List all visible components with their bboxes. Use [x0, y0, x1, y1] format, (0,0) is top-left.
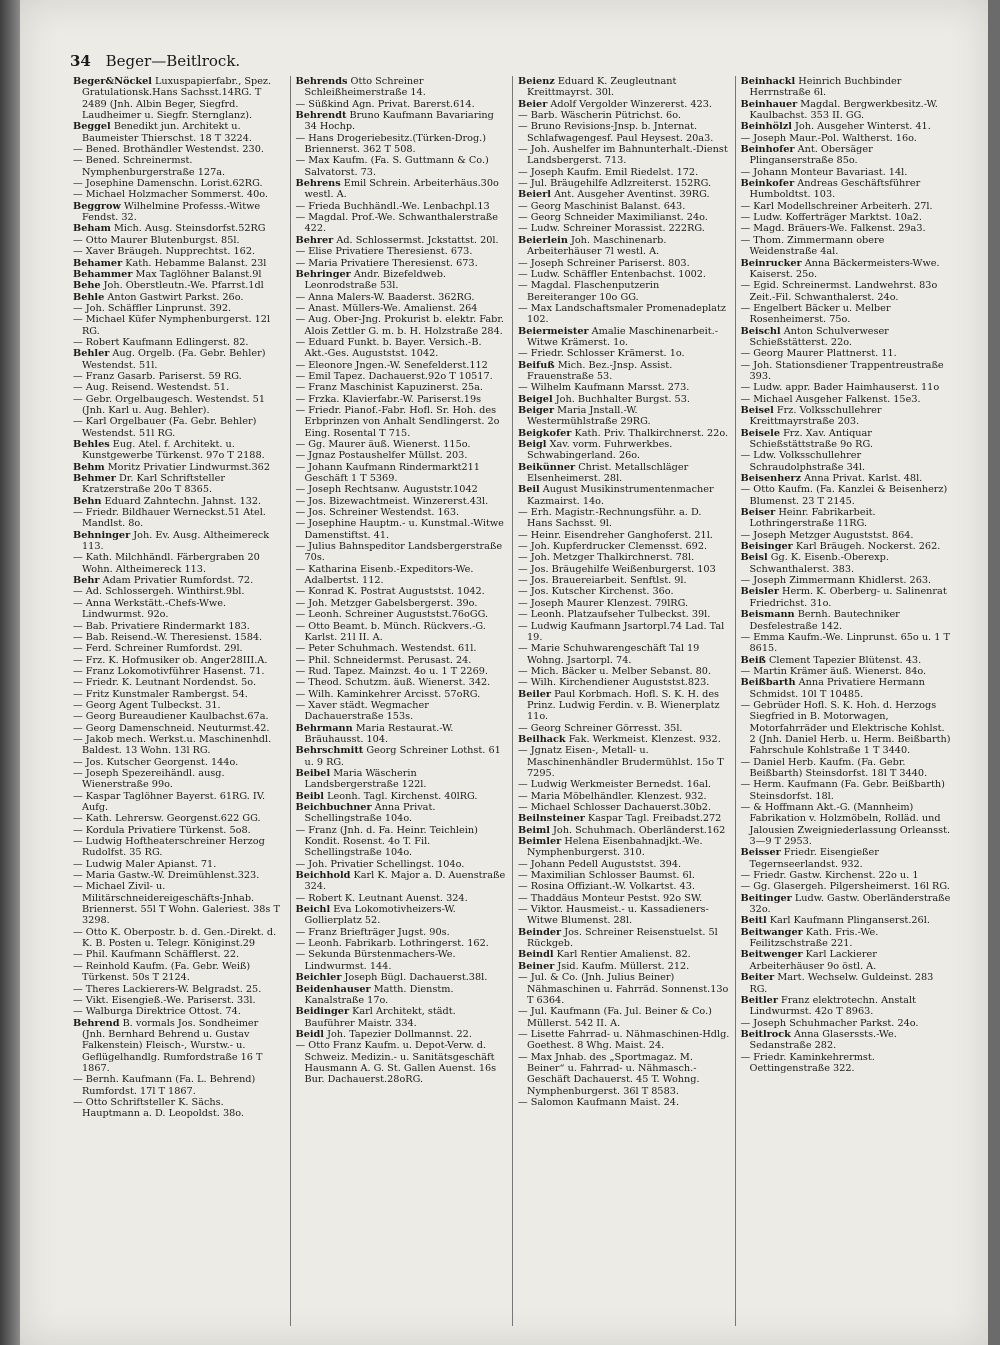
- column-2: [291, 76, 514, 1326]
- directory-entry: — Jul. & Co. (Jnh. Julius Beiner) Nähmaschinen u. Fahrräd. Sonnenst.13o T 6364.: [518, 972, 729, 1006]
- directory-entry: — Max Jnhab. des „Sportmagaz. M. Beiner“ u. Fahrrad- u. Nähmasch.-Geschäft Dachauerst. 45 T. Wohng. Nymphenburgerst. 36l T 8583.: [518, 1051, 700, 1097]
- directory-entry: — Joh. Stationsdiener Trappentreustraße 393.: [740, 359, 944, 382]
- directory-entry: — Bernh. Kaufmann (Fa. L. Behrend) Rumfordst. 17l T 1867.: [73, 1074, 256, 1097]
- page-header: [70, 52, 950, 74]
- directory-entry: — Xaver Bräugeh. Nupprechtst. 162.: [73, 246, 256, 258]
- directory-entry: Beinhofer Ant. Obersäger Plinganserstraße 85o.: [740, 144, 873, 167]
- directory-entry: — Franz Briefträger Jugst. 90s.: [295, 926, 450, 938]
- directory-entry: Behrmann Maria Restaurat.-W. Bräuhausst. 104.: [295, 722, 454, 745]
- directory-entry: — Maximilian Schlosser Baumst. 6l.: [518, 870, 695, 882]
- directory-entry: Beindl Karl Rentier Amalienst. 82.: [518, 949, 691, 961]
- directory-entry: — Jakob mech. Werkst.u. Maschinenhdl. Baldest. 13 Wohn. 13l RG.: [73, 733, 272, 757]
- directory-entry: Beigel Joh. Buchhalter Burgst. 53.: [518, 393, 690, 405]
- directory-entry: — Barb. Wäscherin Pütrichst. 6o.: [518, 110, 681, 122]
- directory-entry: Beichhold Karl K. Major a. D. Auenstraße 324.: [295, 870, 506, 893]
- directory-entry: — Bened. Schreinermst. Nymphenburgerstraße 127a.: [73, 155, 226, 178]
- directory-entry: — Leonh. Platzaufseher Tulbeckst. 39l.: [518, 609, 711, 621]
- directory-entry: — Joh. Metzger Gabelsbergerst. 39o.: [295, 597, 478, 609]
- directory-entry: — Emil Tapez. Dachauerst.92o T 10517.: [295, 370, 493, 382]
- directory-entry: — Joseph Schreiner Pariserst. 803.: [518, 257, 690, 269]
- directory-entry: — Ludw. Schreiner Morassist. 222RG.: [518, 223, 705, 235]
- directory-entry: — Viktor. Hausmeist.- u. Kassadieners-Witwe Blumenst. 28l.: [518, 904, 709, 927]
- directory-entry: — Gebrüder Hofl. S. K. Hoh. d. Herzogs Siegfried in B. Motorwagen, Motorfahrräder und Elektrische Kohlst. 2 (Jnh. Daniel Herb. u. Herm. Beißbarth) Fahrschule Kohlstraße 1 T 3440.: [740, 699, 951, 757]
- directory-entry: — Franz Maschinist Kapuzinerst. 25a.: [295, 382, 483, 394]
- directory-entry: — Jos. Schreiner Westendst. 163.: [295, 507, 460, 519]
- directory-entry: — Franz (Jnh. d. Fa. Heinr. Teichlein) Kondit. Rosenst. 4o T. Fil. Schellingstraße 104o.: [295, 824, 478, 859]
- directory-entry: — Jos. Brauereiarbeit. Senftlst. 9l.: [518, 575, 687, 587]
- directory-entry: — Emma Kaufm.-We. Linprunst. 65o u. 1 T 8615.: [740, 631, 950, 655]
- directory-entry: Beikünner Christ. Metallschläger Elsenheimerst. 28l.: [518, 461, 689, 485]
- directory-entry: — Georg Maschinist Balanst. 643.: [518, 200, 686, 212]
- directory-entry: — Kath. Lehrersw. Georgenst.622 GG.: [73, 813, 261, 825]
- directory-entry: — Jos. Bizewachtmeist. Winzererst.43l.: [295, 495, 489, 507]
- directory-entry: — Maria Privatiere Theresienst. 673.: [295, 257, 478, 269]
- directory-entry: — Franz Gasarb. Pariserst. 59 RG.: [73, 370, 242, 382]
- directory-entry: — Gg. Glasergeh. Pilgersheimerst. 16l RG.: [740, 881, 950, 893]
- directory-entry: Beisler Herm. K. Oberberg- u. Salinenrat Friedrichst. 31o.: [740, 586, 947, 609]
- directory-entry: — Magd. Bräuers-We. Falkenst. 29a3.: [740, 223, 926, 235]
- directory-entry: — Erh. Magistr.-Rechnungsführ. a. D. Hans Sachsst. 9l.: [518, 507, 702, 530]
- directory-entry: — Martin Krämer äuß. Wienerst. 84o.: [740, 665, 927, 677]
- directory-entry: — Bruno Revisions-Jnsp. b. Jnternat. Schlafwagengesf. Paul Heysest. 20a3.: [518, 121, 714, 144]
- directory-entry: — Ad. Schlossergeh. Winthirst.9bl.: [73, 586, 245, 598]
- directory-entry: Beibel Maria Wäscherin Landsbergerstraße 122l.: [295, 767, 427, 791]
- directory-entry: Beisenherz Anna Privat. Karlst. 48l.: [740, 473, 923, 485]
- column-3: [513, 76, 736, 1326]
- directory-entry: — Heinr. Eisendreher Ganghoferst. 21l.: [518, 529, 713, 541]
- directory-entry: Beinhackl Heinrich Buchbinder Herrnstraße 6l.: [740, 76, 902, 99]
- directory-entry: — Gebr. Orgelbaugesch. Westendst. 51 (Jnh. Karl u. Aug. Behler).: [73, 393, 266, 416]
- directory-entry: Beier Adolf Vergolder Winzererst. 423.: [518, 98, 712, 110]
- directory-entry: Beisser Friedr. Eisengießer Tegernseerlandst. 932.: [740, 847, 879, 870]
- directory-entry: — Wilh. Kaminkehrer Arcisst. 57oRG.: [295, 688, 481, 700]
- directory-entry: Behrens Emil Schrein. Arbeiterhäus.30o westl. A.: [295, 178, 499, 201]
- directory-entry: — Karl Modellschreiner Arbeiterh. 27l.: [740, 200, 933, 212]
- directory-entry: — Friedr. Kaminkehrermst. Oettingenstraße 322.: [740, 1051, 875, 1074]
- directory-entry: Beibl Leonh. Tagl. Kirchenst. 40lRG.: [295, 790, 478, 802]
- directory-entry: Beiler Paul Korbmach. Hofl. S. K. H. des Prinz. Ludwig Ferdin. v. B. Wienerplatz 11o.: [518, 688, 720, 723]
- directory-entry: — Georg Agent Tulbeckst. 31.: [73, 699, 221, 711]
- directory-entry: Beilnsteiner Kaspar Tagl. Freibadst.272: [518, 813, 722, 825]
- directory-entry: Behler Aug. Orgelb. (Fa. Gebr. Behler) Westendst. 51l.: [73, 348, 266, 371]
- directory-entry: — Georg Maurer Plattnerst. 11.: [740, 348, 897, 360]
- directory-entry: — Mich. Bäcker u. Melber Sebanst. 80.: [518, 665, 712, 677]
- directory-entry: — Karl Orgelbauer (Fa. Gebr. Behler) Westendst. 51l RG.: [73, 416, 257, 439]
- directory-entry: — Joseph Maur.-Pol. Waltherst. 16o.: [740, 132, 917, 144]
- directory-entry: — Bab. Privatiere Rindermarkt 183.: [73, 620, 250, 632]
- directory-entry: — Süßkind Agn. Privat. Barerst.614.: [295, 98, 475, 110]
- directory-entry: Beitwenger Karl Lackierer Arbeiterhäuser 9o östl. A.: [740, 949, 877, 972]
- directory-entry: Beigl Xav. vorm. Fuhrwerkbes. Schwabingerland. 26o.: [518, 439, 673, 462]
- directory-entry: — Georg Schreiner Görresst. 35l.: [518, 722, 683, 734]
- directory-entry: — Phil. Schneidermst. Perusast. 24.: [295, 654, 472, 666]
- directory-entry: Beiter Mart. Wechselw. Guldeinst. 283 RG.: [740, 972, 934, 995]
- directory-entry: — Marie Schuhwarengeschäft Tal 19 Wohng. Jsartorpl. 74.: [518, 643, 700, 666]
- directory-entry: Beismann Bernh. Bautechniker Desfelestraße 142.: [740, 609, 900, 632]
- directory-entry: — Elise Privatiere Theresienst. 673.: [295, 246, 473, 258]
- directory-entry: — Engelbert Bäcker u. Melber Rosenheimerst. 75o.: [740, 302, 891, 326]
- directory-entry: — Friedr. Gastw. Kirchenst. 22o u. 1: [740, 870, 919, 882]
- directory-entry: Beinhölzl Joh. Ausgeher Winterst. 41.: [740, 121, 931, 133]
- directory-entry: Behninger Joh. Ev. Ausg. Altheimereck 113.: [73, 529, 270, 553]
- directory-entry: — Joh. Privatier Schellingst. 104o.: [295, 858, 465, 870]
- directory-entry: — Georg Damenschneid. Neuturmst.42.: [73, 722, 270, 734]
- directory-entry: Beimler Helena Eisenbahnadjkt.-We. Nymphenburgerst. 310.: [518, 836, 703, 859]
- directory-entry: Beitlrock Anna Glaserssts.-We. Sedanstraße 282.: [740, 1028, 897, 1052]
- directory-entry: Beham Mich. Ausg. Steinsdorfst.52RG: [73, 223, 266, 235]
- directory-entry: — Friedr. K. Leutnant Nordendst. 5o.: [73, 677, 257, 689]
- directory-entry: Beiß Clement Tapezier Blütenst. 43.: [740, 654, 922, 666]
- directory-entry: Beisl Gg. K. Eisenb.-Oberexp. Schwanthalerst. 383.: [740, 552, 889, 575]
- directory-entry: — Otto Beamt. b. Münch. Rückvers.-G. Karlst. 21l II. A.: [295, 620, 486, 643]
- directory-entry: Beidinger Karl Architekt, städt. Bauführer Maistr. 334.: [295, 1006, 456, 1029]
- directory-entry: Behmer Dr. Karl Schriftsteller Kratzerstraße 20o T 8365.: [73, 473, 225, 496]
- directory-entry: — Jul. Bräugehilfe Adlzreiterst. 152RG.: [518, 178, 712, 190]
- directory-entry: — Konrad K. Postrat Auguststst. 1042.: [295, 586, 485, 598]
- directory-entry: Beil August Musikinstrumentenmacher Kazmairst. 14o.: [518, 484, 714, 507]
- directory-entry: — Reinhold Kaufm. (Fa. Gebr. Weiß) Türkenst. 50s T 2124.: [73, 960, 251, 984]
- directory-entry: Beitinger Ludw. Gastw. Oberländerstraße 32o.: [740, 892, 951, 916]
- directory-entry: — Georg Schneider Maximilianst. 24o.: [518, 212, 708, 224]
- directory-entry: — Joseph Zimmermann Khidlerst. 263.: [740, 575, 932, 587]
- directory-entry: — Michael Schlosser Dachauerst.30b2.: [518, 802, 712, 813]
- directory-entry: Beißbarth Anna Privatiere Hermann Schmidst. 10l T 10485.: [740, 677, 925, 700]
- directory-entry: — Maria Möbelhändler. Klenzest. 932.: [518, 790, 707, 802]
- directory-entry: Beinrucker Anna Bäckermeisters-Wwe. Kaiserst. 25o.: [740, 257, 940, 280]
- page-number: 34: [70, 52, 91, 70]
- directory-entry: Beidl Joh. Tapezier Dollmannst. 22.: [295, 1028, 472, 1040]
- directory-entry: — Jgnatz Eisen-, Metall- u. Maschinenhändler Brudermühlst. 15o T 7295.: [518, 745, 724, 779]
- directory-entry: — Sekunda Bürstenmachers-We. Lindwurmst. 144.: [295, 949, 456, 972]
- directory-entry: — Frzka. Klavierfabr.-W. Pariserst.19s: [295, 393, 482, 405]
- directory-entry: — Michael Ausgeher Falkenst. 15e3.: [740, 393, 921, 405]
- directory-entry: — Magdal. Prof.-We. Schwanthalerstraße 422.: [295, 212, 498, 235]
- directory-entry: — Anast. Müllers-We. Amalienst. 264: [295, 302, 478, 314]
- directory-entry: — Ludw. Kofferträger Marktst. 10a2.: [740, 212, 922, 224]
- directory-entry: — Joh. Kupferdrucker Clemensst. 692.: [518, 541, 708, 553]
- directory-entry: — Hans Drogeriebesitz.(Türken-Drog.) Briennerst. 362 T 508.: [295, 132, 487, 156]
- directory-entry: — Vikt. Eisengieß.-We. Pariserst. 33l.: [73, 994, 256, 1006]
- directory-entry: Beitwanger Kath. Fris.-We. Feilitzschstraße 221.: [740, 926, 879, 950]
- directory-entry: Behle Anton Gastwirt Parkst. 26o.: [73, 291, 244, 303]
- directory-entry: — Joh. Schäffler Linprunst. 392.: [73, 302, 232, 314]
- directory-entry: Beisinger Karl Bräugeh. Nockerst. 262.: [740, 541, 941, 553]
- directory-entry: Beitler Franz elektrotechn. Anstalt Lindwurmst. 42o T 8963.: [740, 994, 916, 1018]
- directory-entry: Beiger Maria Jnstall.-W. Westermühlstraße 29RG.: [518, 404, 651, 428]
- directory-entry: — Ferd. Schreiner Rumfordst. 29l.: [73, 643, 243, 655]
- directory-entry: — Josephine Damenschn. Lorist.62RG.: [73, 178, 263, 190]
- directory-entry: Beigkofer Kath. Priv. Thalkirchnerst. 22o.: [518, 427, 729, 439]
- directory-entry: — Ludwig Maler Apianst. 71.: [73, 858, 217, 870]
- directory-entry: Behamer Kath. Hebamme Balanst. 23l: [73, 257, 267, 269]
- directory-entry: Behrend B. vormals Jos. Sondheimer (Jnh. Bernhard Behrend u. Gustav Falkenstein) Fleisch-, Wurstw.- u. Geflügelhandlg. Rumfordstraße 16 T 1867.: [73, 1017, 263, 1074]
- directory-entry: Beiermeister Amalie Maschinenarbeit.-Witwe Krämerst. 1o.: [518, 325, 718, 348]
- directory-entry: — Joseph Kaufm. Emil Riedelst. 172.: [518, 166, 699, 178]
- directory-entry: — Josephine Hauptm.- u. Kunstmal.-Witwe Damenstiftst. 41.: [295, 518, 504, 541]
- directory-entry: Beisel Frz. Volksschullehrer Kreittmayrstraße 203.: [740, 404, 882, 428]
- directory-entry: — Leonh. Fabrikarb. Lothringerst. 162.: [295, 938, 489, 950]
- directory-entry: Beierlein Joh. Maschinenarb. Arbeiterhäuser 7l westl. A.: [518, 234, 667, 258]
- directory-entry: — Anna Malers-W. Baaderst. 362RG.: [295, 291, 475, 303]
- directory-entry: Behrends Otto Schreiner Schleißheimerstraße 14.: [295, 76, 426, 99]
- directory-entry: Beilhack Fak. Werkmeist. Klenzest. 932.: [518, 733, 721, 745]
- directory-entry: — Herm. Kaufmann (Fa. Gebr. Beißbarth) Steinsdorfst. 18l.: [740, 779, 945, 802]
- directory-entry: — Wilhelm Kaufmann Marsst. 273.: [518, 382, 690, 394]
- directory-entry: — Friedr. Schlosser Krämerst. 1o.: [518, 348, 685, 360]
- directory-entry: Beiml Joh. Schuhmach. Oberländerst.162: [518, 824, 726, 836]
- directory-entry: — Xaver städt. Wegmacher Dachauerstraße 153s.: [295, 699, 429, 723]
- directory-entry: Beifuß Mich. Bez.-Jnsp. Assist. Frauenstraße 53.: [518, 359, 673, 382]
- directory-entry: — Joh. Metzger Thalkirchnerst. 78l.: [518, 552, 695, 564]
- directory-entry: Beiser Heinr. Fabrikarbeit. Lothringerstraße 11RG.: [740, 507, 876, 530]
- directory-entry: Beienz Eduard K. Zeugleutnant Kreittmayrst. 30l.: [518, 76, 677, 99]
- directory-entry: — Joseph Spezereihändl. ausg. Wienerstraße 99o.: [73, 767, 225, 791]
- directory-entry: — Rud. Tapez. Mainzst. 4o u. 1 T 2269.: [295, 665, 488, 677]
- directory-entry: — Friedr. Bildhauer Werneckst.51 Atel. Mandlst. 8o.: [73, 507, 266, 530]
- directory-entry: — Ldw. Volksschullehrer Schraudolphstraße 34l.: [740, 450, 866, 473]
- directory-columns: [68, 76, 958, 1326]
- directory-entry: Beitl Karl Kaufmann Plinganserst.26l.: [740, 915, 930, 927]
- directory-entry: — Walburga Direktrice Ottost. 74.: [73, 1006, 241, 1018]
- directory-entry: Behrendt Bruno Kaufmann Bavariaring 34 Hochp.: [295, 110, 494, 133]
- directory-entry: — Otto K. Oberpostr. b. d. Gen.-Direkt. d. K. B. Posten u. Telegr. Königinst.29: [73, 926, 277, 950]
- directory-entry: — Robert Kaufmann Edlingerst. 82.: [73, 336, 249, 348]
- directory-entry: — Jos. Bräugehilfe Weißenburgerst. 103: [518, 563, 716, 575]
- directory-entry: — Joseph Schuhmacher Parkst. 24o.: [740, 1017, 919, 1029]
- directory-entry: — Ludwig Kaufmann Jsartorpl.74 Lad. Tal 19.: [518, 620, 725, 643]
- directory-entry: Behringer Andr. Bizefeldweb. Leonrodstraße 53l.: [295, 268, 446, 292]
- directory-entry: — Frz. K. Hofmusiker ob. Anger28III.A.: [73, 654, 268, 666]
- directory-entry: — Eleonore Jngen.-W. Senefelderst.112: [295, 359, 488, 371]
- directory-entry: Behe Joh. Oberstleutn.-We. Pfarrst.1dl: [73, 280, 264, 292]
- directory-entry: — Jul. Kaufmann (Fa. Jul. Beiner & Co.) Müllerst. 542 II. A.: [518, 1006, 712, 1029]
- directory-entry: — Otto Maurer Blutenburgst. 85l.: [73, 234, 240, 246]
- directory-entry: Behr Adam Privatier Rumfordst. 72.: [73, 575, 254, 587]
- directory-entry: — Anna Werkstätt.-Chefs-Wwe. Lindwurmst. 92o.: [73, 597, 227, 621]
- directory-entry: — Jgnaz Postaushelfer Müllst. 203.: [295, 450, 468, 462]
- directory-entry: — Michael Zivil- u. Militärschneidereigeschäfts-Jnhab. Briennerst. 55l T Wohn. Galeriest. 38s T 3298.: [73, 881, 280, 927]
- directory-entry: — Daniel Herb. Kaufm. (Fa. Gebr. Beißbarth) Steinsdorfst. 18l T 3440.: [740, 756, 928, 779]
- directory-entry: Beinhauer Magdal. Bergwerkbesitz.-W. Kaulbachst. 353 II. GG.: [740, 98, 938, 122]
- directory-entry: — Friedr. Pianof.-Fabr. Hofl. Sr. Hoh. des Erbprinzen von Anhalt Sendlingerst. 2o Eing. Rosental T 715.: [295, 404, 500, 439]
- directory-entry: Beischl Anton Schulverweser Schießstätterst. 22o.: [740, 325, 889, 348]
- directory-entry: — Rosina Offiziant.-W. Volkartst. 43.: [518, 881, 695, 893]
- directory-entry: — Joh. Aushelfer im Bahnunterhalt.-Dienst Landsbergerst. 713.: [518, 144, 728, 167]
- directory-entry: Beichler Joseph Bügl. Dachauerst.38l.: [295, 972, 488, 984]
- directory-entry: — Phil. Kaufmann Schäfflerst. 22.: [73, 949, 240, 961]
- directory-entry: — Johann Kaufmann Rindermarkt211 Geschäft 1 T 5369.: [295, 461, 480, 485]
- directory-entry: — Ludwig Hoftheaterschreiner Herzog Rudolfst. 35 RG.: [73, 836, 265, 859]
- directory-entry: Behm Moritz Privatier Lindwurmst.362: [73, 461, 270, 473]
- directory-entry: Beisele Frz. Xav. Antiquar Schießstättstraße 9o RG.: [740, 427, 873, 450]
- directory-entry: — Lisette Fahrrad- u. Nähmaschinen-Hdlg. Goethest. 8 Whg. Maist. 24.: [518, 1028, 730, 1052]
- directory-entry: — Leonh. Schreiner Auguststst.76oGG.: [295, 609, 489, 621]
- directory-entry: — Ludw. Schäffler Entenbachst. 1002.: [518, 268, 707, 280]
- directory-entry: Beidenhauser Matth. Dienstm. Kanalstraße 17o.: [295, 983, 454, 1006]
- directory-entry: Beinkofer Andreas Geschäftsführer Humboldtst. 103.: [740, 178, 921, 201]
- directory-entry: — Joseph Rechtsanw. Auguststr.1042: [295, 484, 478, 496]
- directory-entry: — Aug. Ober-Jng. Prokurist b. elektr. Fabr. Alois Zettler G. m. b. H. Holzstraße 284.: [295, 314, 504, 337]
- directory-entry: — Ludw. appr. Bader Haimhauserst. 11o: [740, 382, 940, 394]
- directory-entry: — Otto Schriftsteller K. Sächs. Hauptmann a. D. Leopoldst. 38o.: [73, 1096, 245, 1120]
- directory-entry: Beierl Ant. Ausgeher Aventinst. 39RG.: [518, 189, 710, 201]
- directory-entry: — Aug. Reisend. Westendst. 51.: [73, 382, 230, 394]
- directory-entry: Beger&Nöckel Luxuspapierfabr., Spez. Gratulationsk.Hans Sachsst.14RG. T 2489 (Jnh. Albin Beger, Siegfrd. Laudheimer u. Siegfr. Sternglanz).: [73, 76, 272, 122]
- directory-entry: — & Hoffmann Akt.-G. (Mannheim) Fabrikation v. Holzmöbeln, Rolläd. und Jalousien Zweigniederlassung Orleansst. 3—9 T 2953.: [740, 802, 951, 848]
- directory-entry: Beggrow Wilhelmine Professs.-Witwe Fendst. 32.: [73, 200, 261, 224]
- directory-entry: — Max Kaufm. (Fa. S. Guttmann & Co.) Salvatorst. 73.: [295, 155, 489, 178]
- directory-entry: — Bab. Reisend.-W. Theresienst. 1584.: [73, 631, 263, 643]
- directory-entry: — Fritz Kunstmaler Rambergst. 54.: [73, 688, 248, 700]
- directory-entry: Behles Eug. Atel. f. Architekt. u. Kunstgewerbe Türkenst. 97o T 2188.: [73, 439, 265, 462]
- column-1: [68, 76, 291, 1326]
- directory-entry: — Theod. Schutzm. äuß. Wienerst. 342.: [295, 677, 491, 689]
- directory-entry: — Egid. Schreinermst. Landwehrst. 83o Zeit.-Fil. Schwanthalerst. 24o.: [740, 280, 938, 303]
- directory-entry: Beinder Jos. Schreiner Reisenstuelst. 5l Rückgeb.: [518, 926, 718, 950]
- directory-entry: — Theres Lackierers-W. Belgradst. 25.: [73, 983, 262, 995]
- directory-entry: — Maria Gastw.-W. Dreimühlenst.323.: [73, 870, 260, 882]
- directory-entry: — Thaddäus Monteur Pestst. 92o SW.: [518, 892, 703, 904]
- directory-entry: — Julius Bahnspeditor Landsbergerstraße 70s.: [295, 541, 503, 564]
- directory-entry: — Gg. Maurer äuß. Wienerst. 115o.: [295, 439, 471, 450]
- directory-entry: — Joseph Maurer Klenzest. 79lRG.: [518, 597, 689, 609]
- directory-entry: — Max Landschaftsmaler Promenadeplatz 102.: [518, 302, 726, 326]
- directory-entry: Beiner Jsid. Kaufm. Müllerst. 212.: [518, 960, 690, 972]
- directory-entry: — Jos. Kutscher Georgenst. 144o.: [73, 756, 239, 768]
- directory-entry: Behrer Ad. Schlossermst. Jckstattst. 20l.: [295, 234, 499, 246]
- directory-entry: — Ludwig Werkmeister Bernedst. 16al.: [518, 779, 711, 791]
- directory-entry: Beichbuchner Anna Privat. Schellingstraße 104o.: [295, 802, 436, 825]
- directory-entry: Behrschmitt Georg Schreiner Lothst. 61 u. 9 RG.: [295, 745, 501, 768]
- directory-entry: — Johann Pedell Auguststst. 394.: [518, 858, 682, 870]
- directory-entry: Behn Eduard Zahntechn. Jahnst. 132.: [73, 495, 262, 507]
- directory-entry: — Kaspar Taglöhner Bayerst. 61RG. IV. Aufg.: [73, 790, 266, 813]
- directory-entry: Behammer Max Taglöhner Balanst.9l: [73, 268, 262, 280]
- directory-entry: — Michael Holzmacher Sommerst. 40o.: [73, 189, 268, 201]
- directory-entry: — Peter Schuhmach. Westendst. 61l.: [295, 643, 477, 655]
- directory-entry: — Georg Bureaudiener Kaulbachst.67a.: [73, 711, 269, 723]
- directory-entry: — Bened. Brothändler Westendst. 230.: [73, 144, 264, 156]
- directory-entry: — Frieda Buchhändl.-We. Lenbachpl.13: [295, 200, 490, 212]
- directory-entry: — Thom. Zimmermann obere Weidenstraße 4al.: [740, 234, 885, 258]
- directory-entry: — Franz Lokomotivführer Hasenst. 71.: [73, 665, 265, 677]
- directory-entry: — Wilh. Kirchendiener Auguststst.823.: [518, 677, 710, 689]
- column-4: [736, 76, 959, 1326]
- directory-entry: — Magdal. Flaschenputzerin Bereiteranger 10o GG.: [518, 280, 660, 303]
- page-binding-edge: [0, 0, 20, 1345]
- directory-entry: — Robert K. Leutnant Auenst. 324.: [295, 892, 468, 904]
- directory-entry: Beggel Benedikt jun. Architekt u. Baumeister Thierschst. 18 T 3224.: [73, 121, 252, 144]
- directory-entry: — Joseph Metzger Auguststst. 864.: [740, 529, 914, 541]
- directory-entry: — Michael Küfer Nymphenburgerst. 12l RG.: [73, 314, 271, 337]
- directory-entry: — Katharina Eisenb.-Expeditors-We. Adalbertst. 112.: [295, 563, 474, 587]
- directory-entry: — Kordula Privatiere Türkenst. 5o8.: [73, 824, 251, 836]
- directory-entry: — Eduard Funkt. b. Bayer. Versich.-B. Akt.-Ges. Auguststst. 1042.: [295, 336, 482, 360]
- directory-entry: Beichl Eva Lokomotivheizers-W. Gollierplatz 52.: [295, 904, 456, 927]
- directory-entry: — Salomon Kaufmann Maist. 24.: [518, 1096, 680, 1108]
- directory-entry: — Otto Franz Kaufm. u. Depot-Verw. d. Schweiz. Medizin.- u. Sanitätsgeschäft Hausmann A. G. St. Gallen Auenst. 16s Bur. Dachauerst.28oRG.: [295, 1040, 497, 1086]
- directory-entry: — Otto Kaufm. (Fa. Kanzlei & Beisenherz) Blumenst. 23 T 2145.: [740, 484, 948, 507]
- directory-entry: — Jos. Kutscher Kirchenst. 36o.: [518, 586, 674, 598]
- directory-entry: — Kath. Milchhändl. Färbergraben 20 Wohn. Altheimereck 113.: [73, 552, 260, 575]
- directory-entry: — Johann Monteur Bavariast. 14l.: [740, 166, 908, 178]
- running-title: Beger—Beitlrock.: [105, 52, 241, 70]
